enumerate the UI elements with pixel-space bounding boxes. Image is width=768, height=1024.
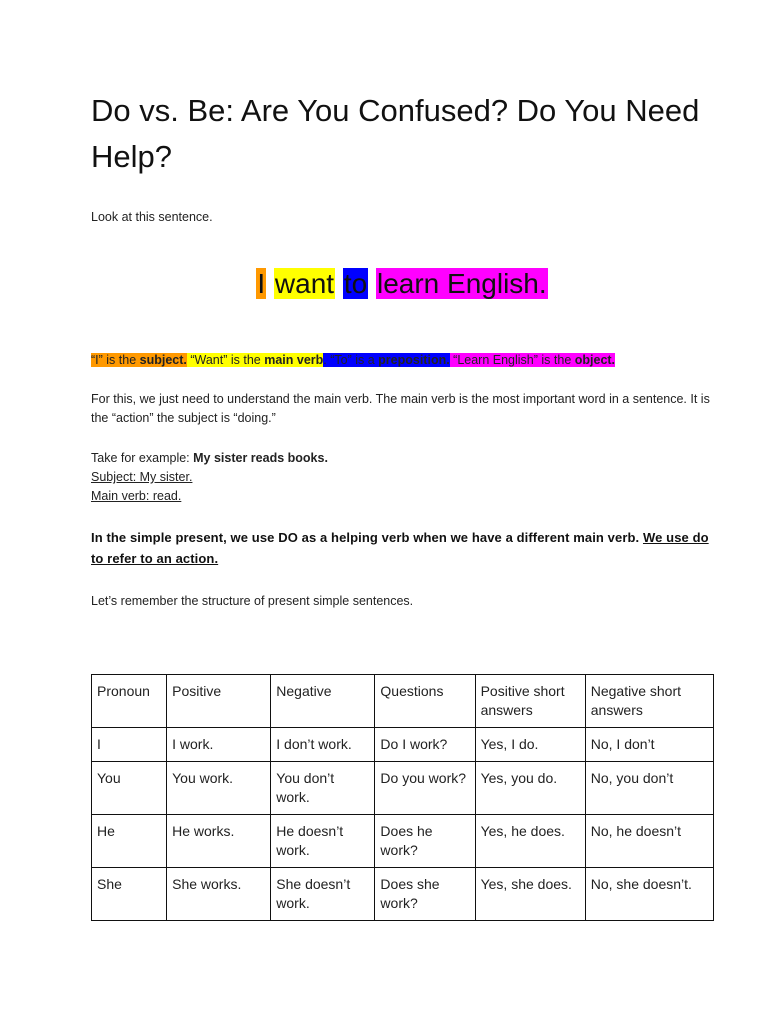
present-simple-table [91,674,714,921]
rule-underlined: We use do to refer to an action. [91,530,709,566]
roles-line [91,351,713,370]
header-cell: Positive short answers [475,675,585,728]
word-preposition: to [343,268,368,299]
table-cell: Yes, you do. [475,762,585,815]
role-preposition-bold: preposition. [378,353,450,367]
rule-text: In the simple present, we use DO as a helping verb when we have a different main verb. [91,530,643,545]
role-object-text: “Learn English” is the [449,353,575,367]
header-cell: Negative short answers [585,675,713,728]
word-object: learn English. [376,268,547,299]
table-cell: You [92,762,167,815]
role-subject [91,353,187,367]
rule-paragraph [91,527,713,569]
example-lead-line [91,449,713,468]
table-row [92,815,714,868]
header-cell: Pronoun [92,675,167,728]
role-object-bold: object. [574,353,616,367]
table-cell: I work. [167,728,271,762]
table-cell: You don’t work. [271,762,375,815]
table-header-row [92,675,714,728]
role-preposition-text: . “To” is a [323,353,379,367]
table-cell: Do you work? [375,762,475,815]
table-cell: Yes, she does. [475,868,585,921]
role-verb-text: “Want” is the [186,353,265,367]
example-verb: Main verb: read. [91,489,182,503]
role-object [450,353,615,367]
table-cell: You work. [167,762,271,815]
table-cell: Yes, I do. [475,728,585,762]
table-cell: I [92,728,167,762]
role-subject-text: “I” is the [91,353,140,367]
role-verb [187,353,323,367]
table-cell: No, he doesn’t [585,815,713,868]
table-cell: Does he work? [375,815,475,868]
table-row [92,762,714,815]
example-lead: Take for example: [91,451,194,465]
table-cell: She [92,868,167,921]
table-cell: I don’t work. [271,728,375,762]
table-cell: Does she work? [375,868,475,921]
table-cell: Do I work? [375,728,475,762]
table-cell: No, I don’t [585,728,713,762]
intro-text: Look at this sentence. [91,210,213,224]
role-preposition [323,353,449,367]
table-cell: She doesn’t work. [271,868,375,921]
example-sentence [91,266,713,302]
example-block [91,449,713,506]
table-row [92,728,714,762]
table-cell: Yes, he does. [475,815,585,868]
role-subject-bold: subject. [139,353,187,367]
header-cell: Negative [271,675,375,728]
explanation-paragraph: For this, we just need to understand the main verb. The main verb is the most important word in a sentence. It is the “action” the subject is “doing.” [91,392,710,425]
word-subject: I [257,268,266,299]
table-cell: He [92,815,167,868]
page-title: Do vs. Be: Are You Confused? Do You Need Help? [91,93,700,174]
header-cell: Positive [167,675,271,728]
table-cell: She works. [167,868,271,921]
table-row [92,868,714,921]
word-main-verb: want [274,268,335,299]
header-cell: Questions [375,675,475,728]
remember-text: Let’s remember the structure of present simple sentences. [91,594,414,608]
table-cell: He doesn’t work. [271,815,375,868]
table-cell: No, she doesn’t. [585,868,713,921]
table-cell: No, you don’t [585,762,713,815]
table-cell: He works. [167,815,271,868]
role-verb-bold: main verb [264,353,324,367]
example-subject: Subject: My sister. [91,470,193,484]
example-sentence-bold: My sister reads books. [193,451,328,465]
